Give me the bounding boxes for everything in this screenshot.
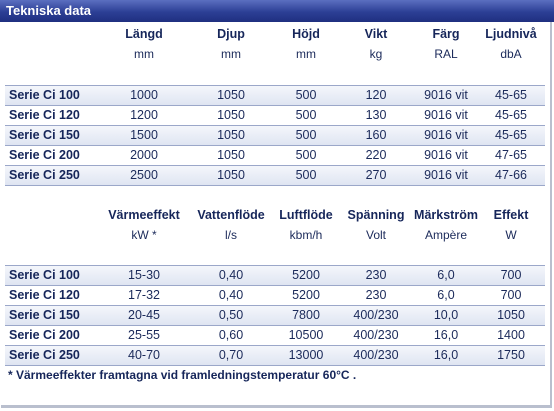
table-cell: 9016 vit bbox=[424, 108, 468, 122]
table-cell: 5200 bbox=[292, 268, 320, 282]
row-label: Serie Ci 150 bbox=[9, 128, 80, 142]
table-cell: 2000 bbox=[130, 148, 158, 162]
table-cell: 1400 bbox=[497, 328, 525, 342]
table-cell: 10500 bbox=[288, 328, 324, 342]
row-label: Serie Ci 120 bbox=[9, 108, 80, 122]
column-unit: Ampère bbox=[424, 228, 468, 242]
row-label: Serie Ci 120 bbox=[9, 288, 80, 302]
column-header: Ljudnivå bbox=[485, 27, 537, 41]
column-header: Luftflöde bbox=[279, 208, 333, 222]
table-cell: 500 bbox=[295, 108, 317, 122]
table-cell: 1500 bbox=[130, 128, 158, 142]
table-cell: 500 bbox=[295, 168, 317, 182]
table-cell: 500 bbox=[295, 148, 317, 162]
column-unit: kbm/h bbox=[289, 228, 323, 242]
column-unit: kg bbox=[369, 47, 383, 61]
table-cell: 400/230 bbox=[353, 308, 399, 322]
table-cell: 20-45 bbox=[128, 308, 160, 322]
column-unit: l/s bbox=[225, 228, 237, 242]
table-cell: 9016 vit bbox=[424, 128, 468, 142]
table-cell: 500 bbox=[295, 128, 317, 142]
table-cell: 700 bbox=[500, 268, 522, 282]
table-cell: 1050 bbox=[217, 128, 245, 142]
row-divider bbox=[5, 265, 545, 266]
table-cell: 0,40 bbox=[218, 268, 244, 282]
table-cell: 10,0 bbox=[433, 308, 459, 322]
table-cell: 220 bbox=[365, 148, 387, 162]
row-divider bbox=[5, 185, 545, 186]
row-divider bbox=[5, 365, 545, 366]
table-cell: 2500 bbox=[130, 168, 158, 182]
column-header: Märkström bbox=[414, 208, 478, 222]
table-cell: 230 bbox=[365, 288, 387, 302]
column-unit: dbA bbox=[500, 47, 522, 61]
table-cell: 47-66 bbox=[495, 168, 527, 182]
column-header: Vattenflöde bbox=[197, 208, 265, 222]
table-cell: 0,70 bbox=[218, 348, 244, 362]
table-cell: 120 bbox=[365, 88, 387, 102]
table-cell: 1050 bbox=[217, 168, 245, 182]
table-cell: 9016 vit bbox=[424, 148, 468, 162]
row-label: Serie Ci 250 bbox=[9, 168, 80, 182]
table-cell: 400/230 bbox=[353, 348, 399, 362]
table-cell: 1050 bbox=[217, 148, 245, 162]
table-cell: 9016 vit bbox=[424, 168, 468, 182]
page-title: Tekniska data bbox=[6, 3, 92, 18]
column-unit: Volt bbox=[365, 228, 386, 242]
column-header: Höjd bbox=[292, 27, 320, 41]
row-label: Serie Ci 200 bbox=[9, 148, 80, 162]
table-cell: 47-65 bbox=[495, 148, 527, 162]
column-unit: mm bbox=[134, 47, 154, 61]
table-cell: 25-55 bbox=[128, 328, 160, 342]
row-label: Serie Ci 250 bbox=[9, 348, 80, 362]
table-cell: 45-65 bbox=[495, 128, 527, 142]
column-header: Längd bbox=[125, 27, 163, 41]
table-cell: 7800 bbox=[292, 308, 320, 322]
column-header: Djup bbox=[217, 27, 245, 41]
column-unit: mm bbox=[296, 47, 316, 61]
table-cell: 0,50 bbox=[218, 308, 244, 322]
table-cell: 1050 bbox=[497, 308, 525, 322]
row-label: Serie Ci 200 bbox=[9, 328, 80, 342]
column-header: Spänning bbox=[347, 208, 405, 222]
table-cell: 130 bbox=[365, 108, 387, 122]
table-cell: 1200 bbox=[130, 108, 158, 122]
table-cell: 1050 bbox=[217, 108, 245, 122]
table-cell: 16,0 bbox=[433, 348, 459, 362]
table-cell: 1750 bbox=[497, 348, 525, 362]
table-cell: 270 bbox=[365, 168, 387, 182]
table-cell: 1000 bbox=[130, 88, 158, 102]
row-divider bbox=[5, 85, 545, 86]
table-cell: 9016 vit bbox=[424, 88, 468, 102]
table-cell: 1050 bbox=[217, 88, 245, 102]
table-cell: 5200 bbox=[292, 288, 320, 302]
column-unit: RAL bbox=[434, 47, 458, 61]
table-cell: 17-32 bbox=[128, 288, 160, 302]
table-cell: 13000 bbox=[288, 348, 324, 362]
column-header: Färg bbox=[432, 27, 460, 41]
table-cell: 500 bbox=[295, 88, 317, 102]
row-label: Serie Ci 100 bbox=[9, 88, 80, 102]
column-header: Vikt bbox=[364, 27, 388, 41]
table-cell: 6,0 bbox=[437, 288, 455, 302]
table-cell: 40-70 bbox=[128, 348, 160, 362]
row-label: Serie Ci 150 bbox=[9, 308, 80, 322]
table-cell: 160 bbox=[365, 128, 387, 142]
column-header: Värmeeffekt bbox=[108, 208, 180, 222]
row-label: Serie Ci 100 bbox=[9, 268, 80, 282]
column-unit: kW * bbox=[131, 228, 157, 242]
column-header: Effekt bbox=[493, 208, 529, 222]
table-cell: 0,40 bbox=[218, 288, 244, 302]
title-bar bbox=[0, 0, 554, 22]
table-cell: 45-65 bbox=[495, 88, 527, 102]
table-cell: 6,0 bbox=[437, 268, 455, 282]
table-cell: 700 bbox=[500, 288, 522, 302]
table-cell: 400/230 bbox=[353, 328, 399, 342]
table-cell: 0,60 bbox=[218, 328, 244, 342]
table-cell: 15-30 bbox=[128, 268, 160, 282]
column-unit: W bbox=[505, 228, 517, 242]
table-cell: 230 bbox=[365, 268, 387, 282]
footnote: * Värmeeffekter framtagna vid framledningstemperatur 60°C . bbox=[8, 368, 357, 382]
table-cell: 45-65 bbox=[495, 108, 527, 122]
column-unit: mm bbox=[221, 47, 241, 61]
table-cell: 16,0 bbox=[433, 328, 459, 342]
